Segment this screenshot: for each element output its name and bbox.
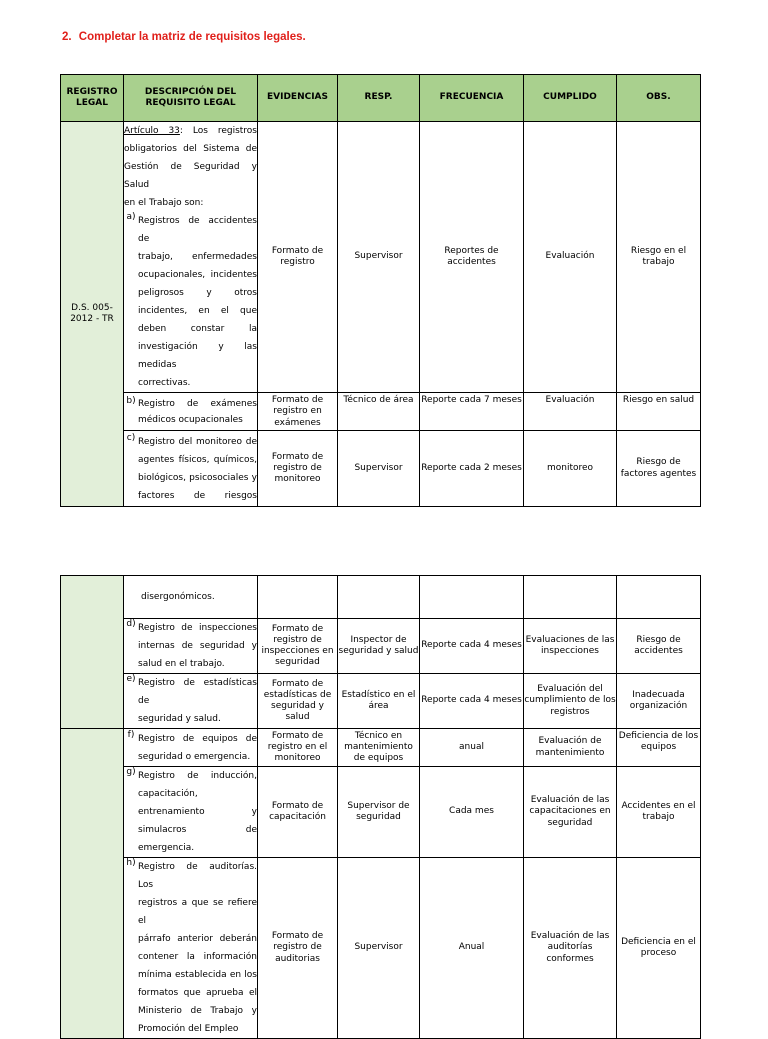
item-letter: f) [127,729,135,740]
item-letter: h) [126,858,136,868]
description-cell: e) Registro de estadísticas de seguridad y salud. [124,674,258,729]
cumplido-cell: monitoreo [524,431,617,507]
table-row [61,393,701,431]
item-letter: b) [126,395,136,406]
resp-cell: Estadístico en el área [338,674,420,729]
item-letter: a) [126,212,136,222]
obs-cell: Riesgo de factores agentes [617,431,701,507]
evidencias-cell [258,576,338,619]
obs-cell: Accidentes en el trabajo [617,767,701,858]
cumplido-cell: Evaluación de las capacitaciones en seguridad [524,767,617,858]
frecuencia-cell: anual [420,729,524,767]
evidencias-cell: Formato de registro de auditorias [258,858,338,1039]
cumplido-cell: Evaluación [524,122,617,393]
obs-cell: Inadecuada organización [617,674,701,729]
cumplido-cell: Evaluaciones de las inspecciones [524,619,617,674]
evidencias-cell: Formato de capacitación [258,767,338,858]
evidencias-cell: Formato de registro en exámenes [258,393,338,431]
item-letter: c) [126,432,136,443]
resp-cell: Supervisor de seguridad [338,767,420,858]
cumplido-cell [524,576,617,619]
table-row [61,674,701,729]
cumplido-cell: Evaluación del cumplimiento de los registros [524,674,617,729]
section-title: Completar la matriz de requisitos legales. [78,31,306,43]
evidencias-cell: Formato de registro en el monitoreo [258,729,338,767]
table-row [61,122,701,393]
legal-requirements-table [60,74,701,507]
col-header-resp: RESP. [338,75,420,122]
cumplido-cell: Evaluación de las auditorías conformes [524,858,617,1039]
col-header-descripcion: DESCRIPCIÓN DEL REQUISITO LEGAL [124,75,258,122]
frecuencia-cell: Anual [420,858,524,1039]
evidencias-cell: Formato de registro [258,122,338,393]
frecuencia-cell: Reporte cada 2 meses [420,431,524,507]
resp-cell: Supervisor [338,122,420,393]
frecuencia-cell [420,576,524,619]
resp-cell: Técnico de área [338,393,420,431]
item-letter: d) [126,619,136,629]
evidencias-cell: Formato de estadísticas de seguridad y salud [258,674,338,729]
continuation-text: disergonómicos. [141,592,215,602]
resp-cell: Supervisor [338,858,420,1039]
legal-ref-cell: D.S. 005-2012 - TR [61,122,124,507]
resp-cell: Inspector de seguridad y salud [338,619,420,674]
table-row [61,619,701,674]
obs-cell: Riesgo en el trabajo [617,122,701,393]
item-letter: g) [126,767,136,777]
frecuencia-cell: Reporte cada 7 meses [420,393,524,431]
obs-cell: Riesgo de accidentes [617,619,701,674]
evidencias-cell: Formato de registro de monitoreo [258,431,338,507]
description-cell: c) Registro del monitoreo de agentes físicos, químicos, biológicos, psicosociales y factores de riesgos [124,431,258,507]
table-row [61,576,701,619]
description-cell: d) Registro de inspecciones internas de seguridad y salud en el trabajo. [124,619,258,674]
description-cell: b) Registro de exámenes médicos ocupacionales [124,393,258,431]
col-header-registro-legal: REGISTRO LEGAL [61,75,124,122]
cumplido-cell: Evaluación [524,393,617,431]
section-number: 2. [62,31,72,43]
frecuencia-cell: Reporte cada 4 meses [420,619,524,674]
item-letter: e) [126,674,136,684]
resp-cell [338,576,420,619]
legal-requirements-table-continued [60,575,701,1039]
obs-cell: Deficiencia en el proceso [617,858,701,1039]
table-row [61,729,701,767]
resp-cell: Supervisor [338,431,420,507]
col-header-obs: OBS. [617,75,701,122]
description-cell: g) Registro de inducción, capacitación, entrenamiento y simulacros de emergencia. [124,767,258,858]
article-label: Artículo 33 [124,126,180,136]
description-continuation [124,576,258,619]
table-row [61,858,701,1039]
col-header-frecuencia: FRECUENCIA [420,75,524,122]
table-row [61,431,701,507]
evidencias-cell: Formato de registro de inspecciones en seguridad [258,619,338,674]
section-heading [62,31,306,43]
description-cell: h) Registro de auditorías. Los registros a que se refiere el párrafo anterior deberán contener la información mínima establecida en los formatos que aprueba el Ministerio de Trabajo y Promoción del Empleo [124,858,258,1039]
frecuencia-cell: Reportes de accidentes [420,122,524,393]
cumplido-cell: Evaluación de mantenimiento [524,729,617,767]
obs-cell [617,576,701,619]
frecuencia-cell: Reporte cada 4 meses [420,674,524,729]
frecuencia-cell: Cada mes [420,767,524,858]
description-cell: f) Registro de equipos de seguridad o emergencia. [124,729,258,767]
resp-cell: Técnico en mantenimiento de equipos [338,729,420,767]
description-cell: Artículo 33: Los registros obligatorios del Sistema de Gestión de Seguridad y Salud en el Trabajo son: a) Registros de accidentes de trabajo, enfermedades ocupacionales, incidentes peligrosos y otros incidentes, en el que deben constar la investigación y las medidas correctivas. [124,122,258,393]
obs-cell: Riesgo en salud [617,393,701,431]
legal-ref-cell [61,729,124,1039]
col-header-evidencias: EVIDENCIAS [258,75,338,122]
table-header-row [61,75,701,122]
table-row [61,767,701,858]
legal-ref-cell [61,576,124,729]
col-header-cumplido: CUMPLIDO [524,75,617,122]
obs-cell: Deficiencia de los equipos [617,729,701,767]
